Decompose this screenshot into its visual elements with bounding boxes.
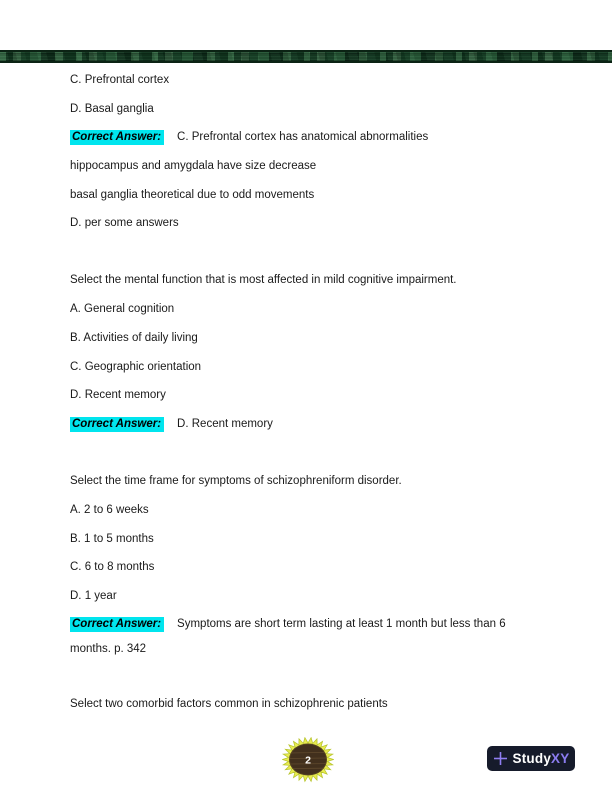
answer-option: B. 1 to 5 months [70,533,154,545]
correct-answer-line [70,617,506,632]
answer-option: A. General cognition [70,303,175,315]
decorative-green-banner [0,50,612,63]
explanation-line: months. p. 342 [70,643,147,655]
explanation-line: basal ganglia theoretical due to odd movements [70,189,315,201]
answer-option: C. Geographic orientation [70,361,202,373]
correct-answer-label: Correct Answer: [70,130,164,145]
correct-answer-text: Symptoms are short term lasting at least 1 month but less than 6 [177,618,506,630]
starburst-icon [282,737,334,783]
correct-answer-label: Correct Answer: [70,417,164,432]
brand-name [513,751,570,766]
explanation-line: D. per some answers [70,217,179,229]
answer-option: C. 6 to 8 months [70,561,155,573]
page-number-badge [282,737,334,783]
answer-option: D. 1 year [70,590,117,602]
brand-name-primary: Study [512,751,552,766]
explanation-line: hippocampus and amygdala have size decrease [70,160,317,172]
brand-name-accent: XY [551,751,570,766]
answer-option: D. Recent memory [70,389,166,401]
question-prompt: Select the mental function that is most affected in mild cognitive impairment. [70,274,457,286]
correct-answer-text: D. Recent memory [177,418,273,430]
question-prompt: Select the time frame for symptoms of schizophreniform disorder. [70,475,402,487]
correct-answer-text: C. Prefrontal cortex has anatomical abnormalities [177,131,429,143]
answer-option: A. 2 to 6 weeks [70,504,149,516]
question-prompt: Select two comorbid factors common in schizophrenic patients [70,698,388,710]
plus-icon [493,751,508,766]
answer-option: D. Basal ganglia [70,103,154,115]
correct-answer-label: Correct Answer: [70,617,164,632]
correct-answer-line [70,130,428,145]
answer-option: C. Prefrontal cortex [70,74,170,86]
studyxy-logo [487,746,575,771]
answer-option: B. Activities of daily living [70,332,198,344]
correct-answer-line [70,417,273,432]
page-number: 2 [305,754,311,767]
